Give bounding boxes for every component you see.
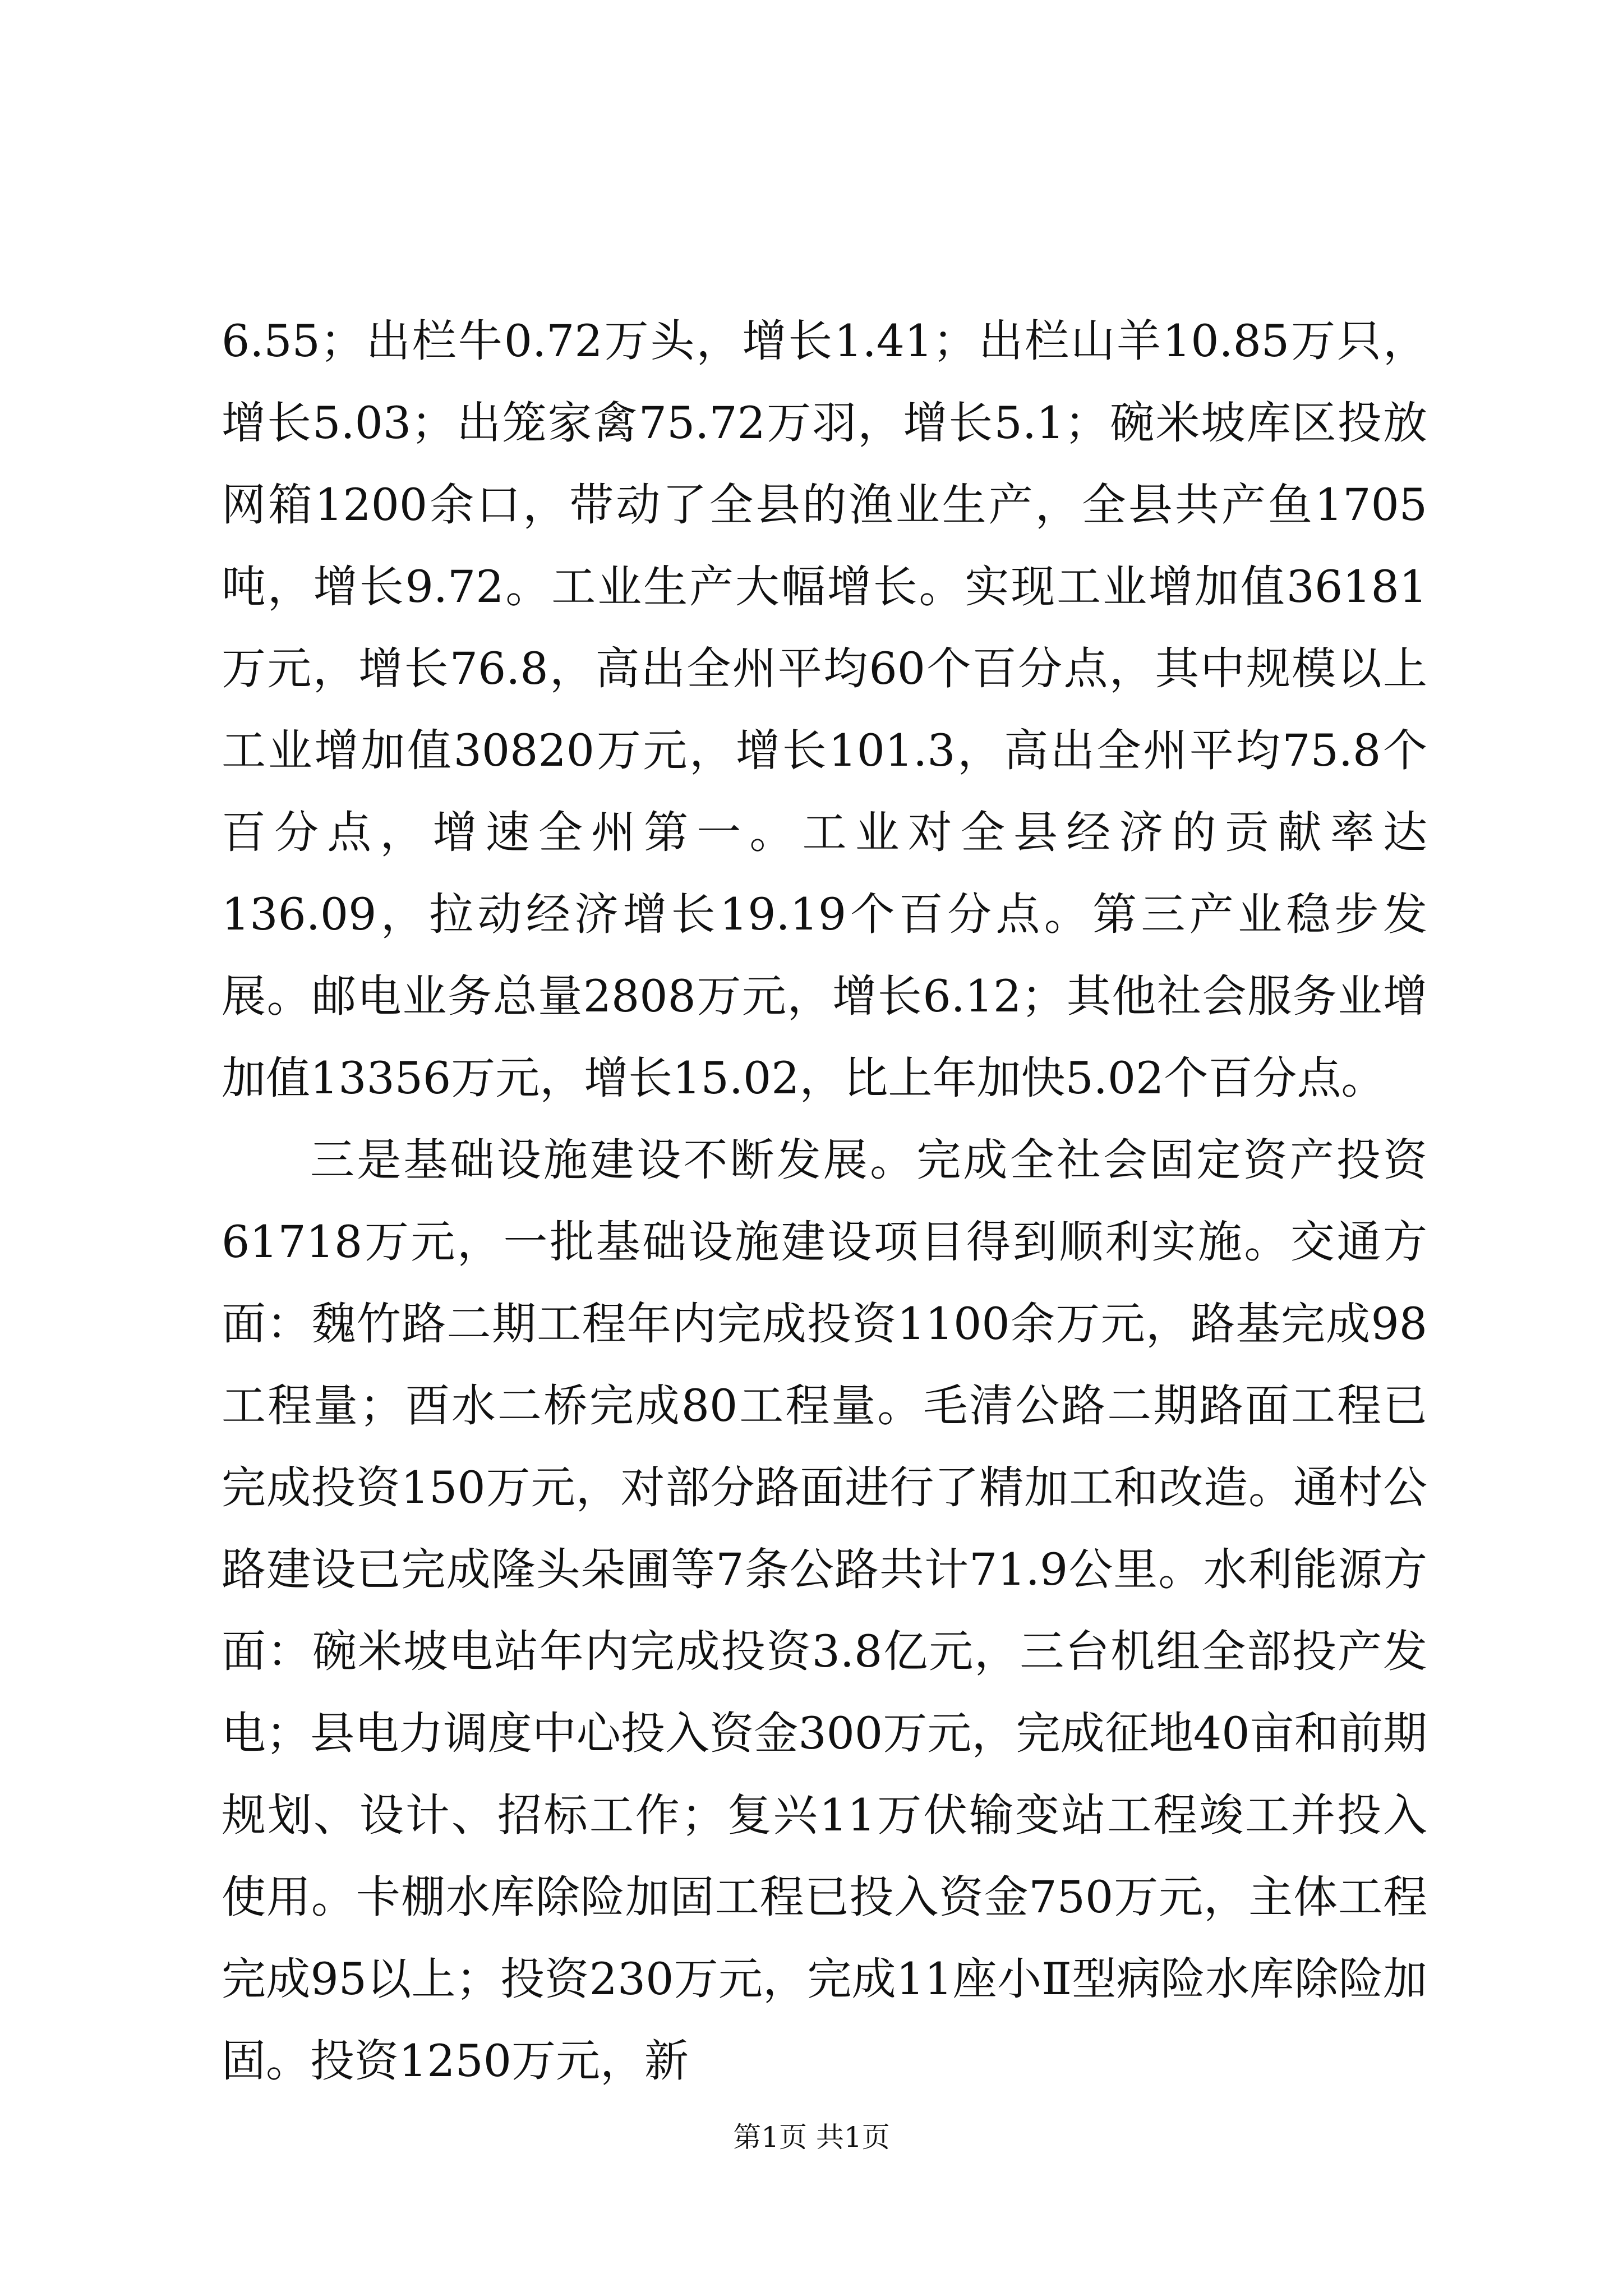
- paragraph-infrastructure: 三是基础设施建设不断发展。完成全社会固定资产投资61718万元，一批基础设施建设项目得到顺利实施。交通方面：魏竹路二期工程年内完成投资1100余万元，路基完成98工程量；酉水二桥完成80工程量。毛清公路二期路面工程已完成投资150万元，对部分路面进行了精加工和改造。通村公路建设已完成隆头朵圃等7条公路共计71.9公里。水利能源方面：碗米坡电站年内完成投资3.8亿元，三台机组全部投产发电；县电力调度中心投入资金300万元，完成征地40亩和前期规划、设计、招标工作；复兴11万伏输变站工程竣工并投入使用。卡棚水库除险加固工程已投入资金750万元，主体工程完成95以上；投资230万元，完成11座小Ⅱ型病险水库除险加固。投资1250万元，新: [222, 1134, 1427, 2087]
- page-footer: 第1页 共1页: [733, 2121, 890, 2154]
- paragraph-continuation: 6.55；出栏牛0.72万头，增长1.41；出栏山羊10.85万只，增长5.03；出笼家禽75.72万羽，增长5.1；碗米坡库区投放网箱1200余口，带动了全县的渔业生产，全县共产鱼1705吨，增长9.72。工业生产大幅增长。实现工业增加值36181万元，增长76.8，高出全州平均60个百分点，其中规模以上工业增加值30820万元，增长101.3，高出全州平均75.8个百分点，增速全州第一。工业对全县经济的贡献率达136.09，拉动经济增长19.19个百分点。第三产业稳步发展。邮电业务总量2808万元，增长6.12；其他社会服务业增加值13356万元，增长15.02，比上年加快5.02个百分点。: [222, 315, 1427, 1104]
- document-body: [222, 300, 1427, 2102]
